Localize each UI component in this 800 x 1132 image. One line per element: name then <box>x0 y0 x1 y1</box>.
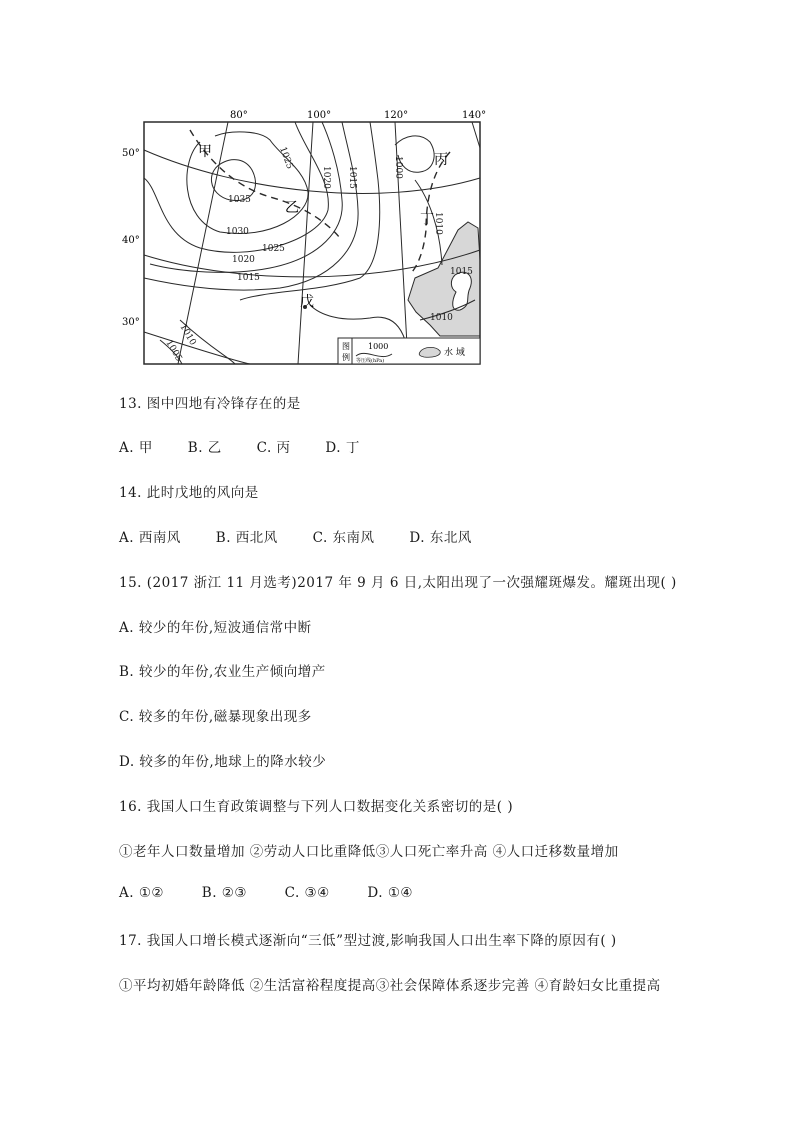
lat-label: 40° <box>122 235 140 246</box>
isobar-value: 1000 <box>393 156 403 179</box>
option-c[interactable]: C. 较多的年份,磁暴现象出现多 <box>119 709 312 725</box>
option-a[interactable]: A. 甲 <box>119 440 153 456</box>
isobar-value: 1010 <box>177 322 198 348</box>
isobars <box>144 122 475 364</box>
svg-text:例: 例 <box>342 353 350 362</box>
lon-label: 140° <box>462 110 487 121</box>
isobar-value: 1020 <box>321 166 331 189</box>
option-c[interactable]: C. 丙 <box>256 440 291 456</box>
option-c[interactable]: C. ③④ <box>284 885 330 901</box>
lon-label: 120° <box>384 110 409 121</box>
isobar-value: 1015 <box>237 273 260 283</box>
isobar-value: 1005 <box>163 338 184 364</box>
option-d[interactable]: D. 东北风 <box>409 530 472 546</box>
lon-label: 100° <box>307 110 332 121</box>
isobar-value: 1015 <box>347 166 357 189</box>
option-c[interactable]: C. 东南风 <box>312 530 375 546</box>
isobar-value: 1025 <box>277 145 295 171</box>
place-wu: 戊 <box>300 294 314 310</box>
option-a[interactable]: A. 较少的年份,短波通信常中断 <box>119 620 312 636</box>
question-14-options <box>119 526 472 546</box>
isobar-value: 1020 <box>232 255 255 265</box>
option-b[interactable]: B. 较少的年份,农业生产倾向增产 <box>119 664 326 680</box>
place-yi: 乙 <box>285 200 299 216</box>
legend-isobar-text: 等压线(hPa) <box>356 358 385 364</box>
question-17-stem: 17. 我国人口增长模式逐渐向“三低”型过渡,影响我国人口出生率下降的原因有( ) <box>119 933 617 949</box>
option-d[interactable]: D. 较多的年份,地球上的降水较少 <box>119 754 327 770</box>
question-16-stem: 16. 我国人口生育政策调整与下列人口数据变化关系密切的是( ) <box>119 799 514 815</box>
place-bing: 丙 <box>434 152 448 168</box>
option-a[interactable]: A. ①② <box>119 885 165 901</box>
isobar-value: 1035 <box>228 195 251 205</box>
map-frame <box>144 122 480 364</box>
option-a[interactable]: A. 西南风 <box>119 530 181 546</box>
question-13-options <box>119 436 360 456</box>
question-14-stem: 14. 此时戊地的风向是 <box>119 485 259 501</box>
isobar-value: 1030 <box>226 227 249 237</box>
question-16-items: ①老年人口数量增加 ②劳动人口比重降低③人口死亡率升高 ④人口迁移数量增加 <box>119 844 619 860</box>
question-16-options <box>119 885 413 901</box>
lat-label: 30° <box>122 317 140 328</box>
map-legend <box>338 338 480 364</box>
legend-isobar-value: 1000 <box>368 342 389 351</box>
isobar-value: 1010 <box>430 313 453 323</box>
question-13-stem: 13. 图中四地有冷锋存在的是 <box>119 396 301 412</box>
isobar-value: 1010 <box>433 212 443 235</box>
isobar-value: 1025 <box>262 244 285 254</box>
option-b[interactable]: B. ②③ <box>201 885 248 901</box>
option-d[interactable]: D. ①④ <box>367 885 414 901</box>
place-jia: 甲 <box>198 144 212 160</box>
graticule <box>144 122 480 364</box>
option-d[interactable]: D. 丁 <box>325 440 360 456</box>
lat-label: 50° <box>122 148 140 159</box>
question-17-items: ①平均初婚年龄降低 ②生活富裕程度提高③社会保障体系逐步完善 ④育龄妇女比重提高 <box>119 978 661 994</box>
weather-map <box>120 100 500 370</box>
svg-text:图: 图 <box>342 342 350 351</box>
option-b[interactable]: B. 西北风 <box>215 530 278 546</box>
lon-label: 80° <box>230 110 248 121</box>
legend-water-text: 水 域 <box>444 348 465 358</box>
option-b[interactable]: B. 乙 <box>187 440 222 456</box>
isobar-value: 1015 <box>450 267 473 277</box>
place-ding: 丁 <box>420 212 434 228</box>
question-15-stem: 15. (2017 浙江 11 月选考)2017 年 9 月 6 日,太阳出现了一次强耀斑爆发。耀斑出现( ) <box>119 575 677 591</box>
